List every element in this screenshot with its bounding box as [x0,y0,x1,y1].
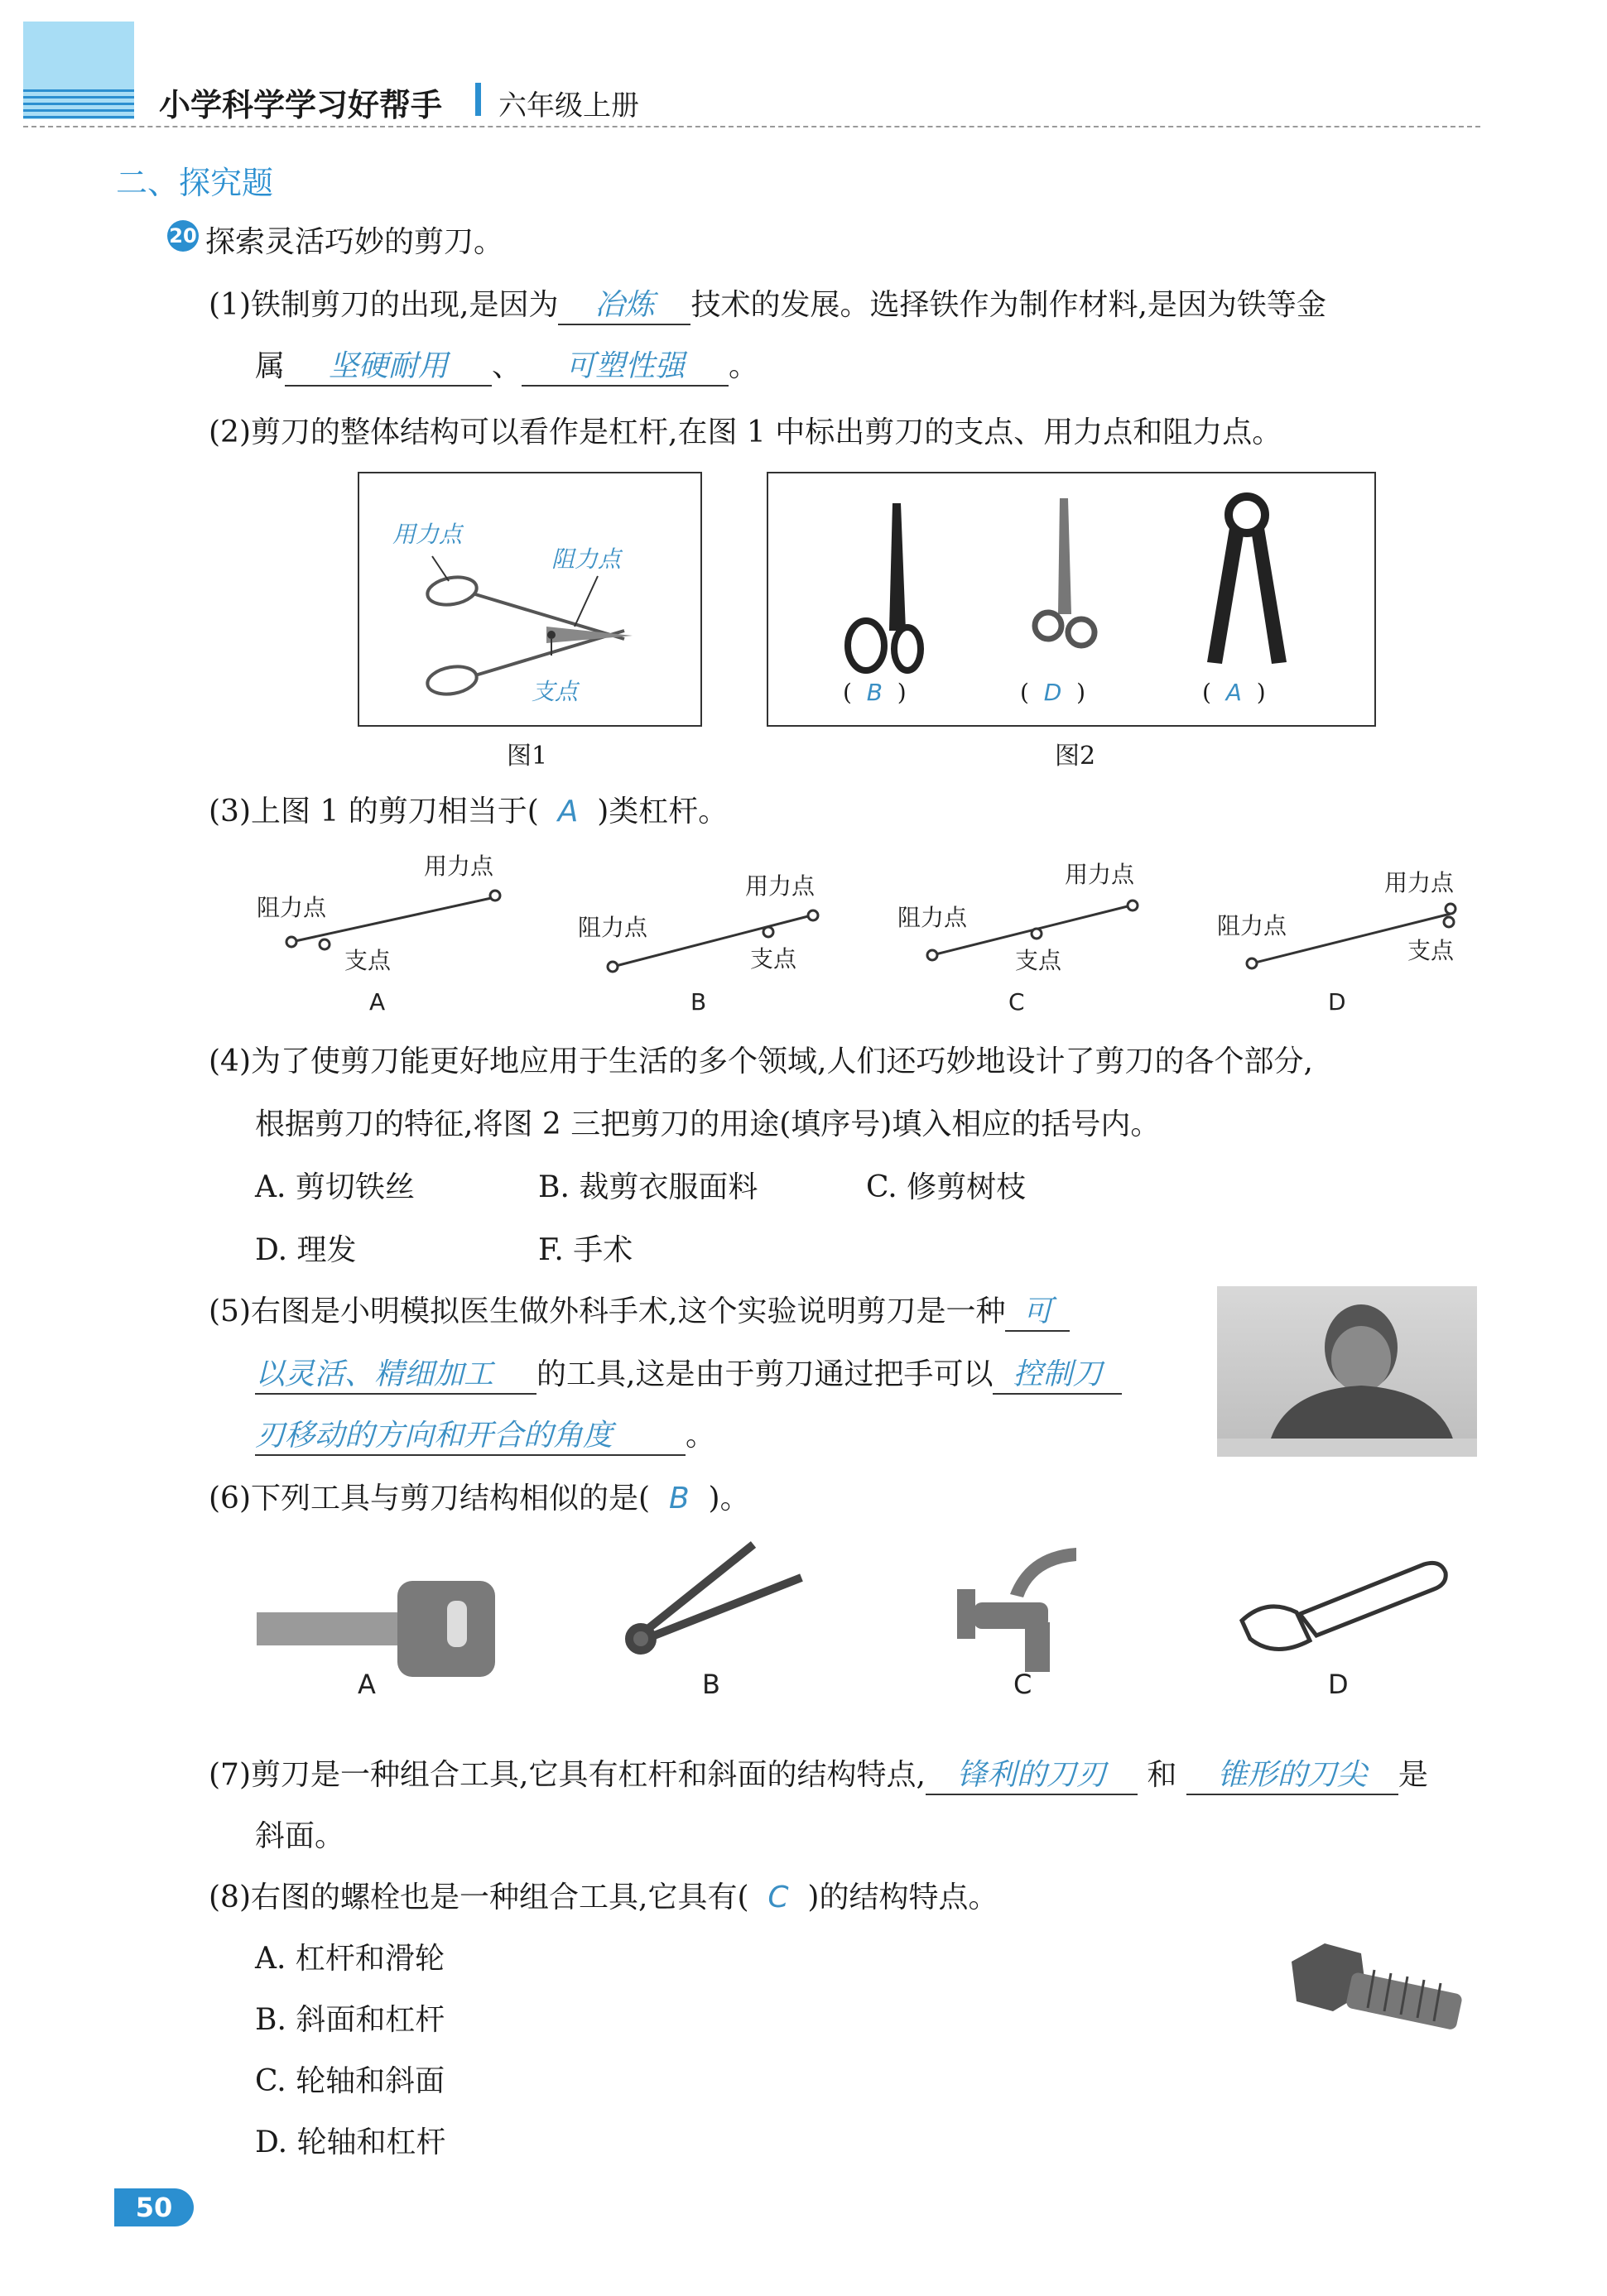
q5-answer-b2: 刃移动的方向和开合的角度 [255,1412,686,1456]
lever-c-fulcrum: 支点 [1015,947,1062,974]
q6-line: (6)下列工具与剪刀结构相似的是( B )。 [209,1482,750,1515]
q3-line: (3)上图 1 的剪刀相当于( A )类杠杆。 [209,795,729,829]
q8-line: (8)右图的螺栓也是一种组合工具,它具有( C )的结构特点。 [209,1881,998,1914]
q8-option-d: D. 轮轴和杠杆 [255,2125,446,2159]
lever-d-letter: D [1328,988,1346,1016]
q8-answer: C [767,1881,789,1914]
tool-letter-b: B [702,1669,720,1697]
lever-a-fulcrum: 支点 [344,947,392,974]
q6-answer: B [668,1482,690,1515]
q2-text: (2)剪刀的整体结构可以看作是杠杆,在图 1 中标出剪刀的支点、用力点和阻力点。 [209,415,1282,449]
question-title: 探索灵活巧妙的剪刀。 [205,225,504,259]
grade-label: 六年级上册 [498,89,639,122]
q1-line1: (1)铁制剪刀的出现,是因为 冶炼 技术的发展。选择铁作为制作材料,是因为铁等金 [209,281,1326,325]
lever-b-effort: 用力点 [745,872,816,900]
page-number: 50 [114,2188,194,2226]
q4-option-f: F. 手术 [538,1233,633,1267]
header-divider [475,83,481,116]
lever-d-effort: 用力点 [1384,869,1455,896]
key-image [257,1581,495,1677]
q5-answer-b1: 控制刀 [993,1351,1122,1395]
nutcracker-image [629,1544,801,1650]
lever-c-letter: C [1008,988,1025,1016]
q5-line1: (5)右图是小明模拟医生做外科手术,这个实验说明剪刀是一种 可 [209,1288,1070,1332]
lever-c-load: 阻力点 [897,904,968,931]
bolt-image [1275,1929,1482,2061]
lever-b-letter: B [690,988,707,1016]
header-rule [23,126,1480,127]
lever-a-load: 阻力点 [257,894,327,921]
lever-c-effort: 用力点 [1065,861,1135,888]
q4-option-c: C. 修剪树枝 [866,1170,1027,1204]
q4-line1: (4)为了使剪刀能更好地应用于生活的多个领域,人们还巧妙地设计了剪刀的各个部分, [209,1045,1313,1078]
wrench-image [1242,1563,1446,1649]
tool-letter-c: C [1013,1669,1032,1697]
q1-line2: 属 坚硬耐用 、 可塑性强 。 [255,343,758,387]
lever-diagrams [248,844,1474,1026]
q5-answer-a2: 以灵活、精细加工 [255,1351,536,1395]
fig1-effort-label: 用力点 [392,521,463,548]
q4-option-a: A. 剪切铁丝 [255,1170,415,1204]
book-title: 小学科学学习好帮手 [159,87,443,123]
fig1-fulcrum-label: 支点 [532,678,579,705]
q8-option-b: B. 斜面和杠杆 [255,2003,445,2037]
fig2-blank-1: ( B ) [843,679,907,706]
header-stripes [23,89,134,119]
figure-2 [767,472,1376,727]
q4-line2: 根据剪刀的特征,将图 2 三把剪刀的用途(填序号)填入相应的括号内。 [255,1107,1161,1141]
surgery-photo [1217,1286,1477,1457]
tool-images [248,1531,1474,1697]
q5-line3: 刃移动的方向和开合的角度 。 [255,1412,715,1456]
tool-letter-a: A [358,1669,376,1697]
fig2-blank-2: ( D ) [1020,679,1086,706]
q8-option-c: C. 轮轴和斜面 [255,2064,445,2098]
lever-a-effort: 用力点 [424,853,494,880]
q7-answer-b: 锥形的刀尖 [1186,1751,1398,1795]
faucet-image [957,1548,1076,1672]
q5-line2: 以灵活、精细加工 的工具,这是由于剪刀通过把手可以 控制刀 [255,1351,1122,1395]
q5-answer-a1: 可 [1005,1288,1070,1332]
q1-answer-b: 坚硬耐用 [285,343,492,387]
scissors-illustration [359,473,700,725]
lever-b-load: 阻力点 [578,914,648,941]
fig2-caption: 图2 [1055,742,1096,771]
q8-option-a: A. 杠杆和滑轮 [255,1942,445,1976]
q7-answer-a: 锋利的刀刃 [926,1751,1138,1795]
q1-answer-a: 冶炼 [558,281,690,325]
q3-answer: A [557,795,579,829]
lever-a-letter: A [369,988,386,1016]
fig1-load-label: 阻力点 [551,545,622,573]
lever-b-fulcrum: 支点 [750,945,797,973]
q4-option-b: B. 裁剪衣服面料 [538,1170,758,1204]
q7-line2: 斜面。 [255,1819,345,1853]
question-number-badge: 20 [167,220,199,252]
q7-line1: (7)剪刀是一种组合工具,它具有杠杆和斜面的结构特点, 锋利的刀刃 和 锥形的刀尖 是 [209,1751,1428,1795]
tool-letter-d: D [1328,1669,1349,1697]
fig1-caption: 图1 [507,742,548,771]
figure-1 [358,472,702,727]
section-title: 二、探究题 [116,165,274,201]
lever-d-fulcrum: 支点 [1407,937,1455,964]
fig2-blank-3: ( A ) [1202,679,1266,706]
q1-answer-c: 可塑性强 [522,343,729,387]
lever-d-load: 阻力点 [1217,912,1287,939]
q4-option-d: D. 理发 [255,1233,357,1267]
